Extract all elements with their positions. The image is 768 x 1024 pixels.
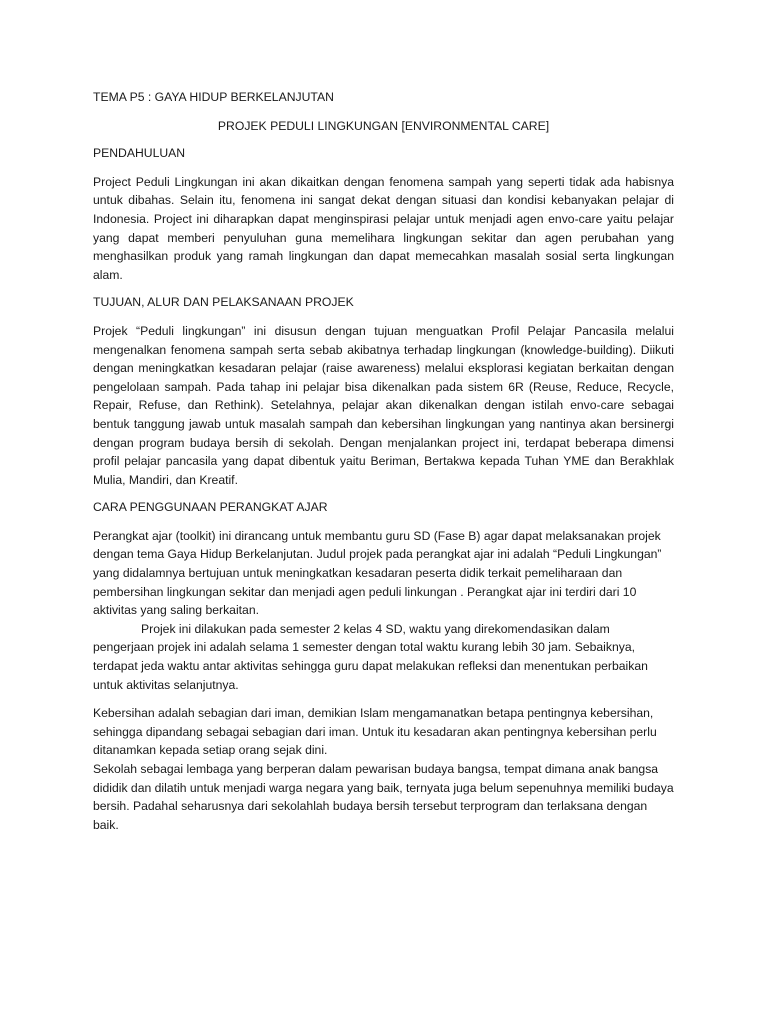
document-title: PROJEK PEDULI LINGKUNGAN [ENVIRONMENTAL CARE] xyxy=(217,118,550,133)
paragraph-sekolah: Sekolah sebagai lembaga yang berperan dalam pewarisan budaya bangsa, tempat dimana anak bangsa dididik dan dilatih untuk menjadi warga negara yang baik, ternyata juga belum sepenuhnya memiliki budaya bersih. Padahal seharusnya dari sekolahlah budaya bersih tersebut terprogram dan terlaksana dengan baik. xyxy=(93,762,674,832)
paragraph-cara-penggunaan-2: Projek ini dilakukan pada semester 2 kelas 4 SD, waktu yang direkomendasikan dalam pengerjaan projek ini adalah selama 1 semester dengan total waktu kurang lebih 30 jam. Sebaiknya, terdapat jeda waktu antar aktivitas sehingga guru dapat melakukan refleksi dan menentukan perbaikan untuk aktivitas selanjutnya. xyxy=(93,621,648,692)
section-heading-cara-penggunaan: CARA PENGGUNAAN PERANGKAT AJAR xyxy=(93,500,328,515)
theme-line: TEMA P5 : GAYA HIDUP BERKELANJUTAN xyxy=(93,90,334,104)
paragraph-tujuan: Projek “Peduli lingkungan” ini disusun dengan tujuan menguatkan Profil Pelajar Pancasila melalui mengenalkan fenomena sampah serta sebab akibatnya terhadap lingkungan (knowledge-building). Diikuti dengan meningkatkan kesadaran pelajar (raise awareness) melalui eksplorasi kegiatan berkaitan dengan pengelolaan sampah. Pada tahap ini pelajar bisa dikenalkan pada sistem 6R (Reuse, Reduce, Recycle, Repair, Refuse, dan Rethink). Setelahnya, pelajar akan dikenalkan dengan istilah envo-care sebagai bentuk tanggung jawab untuk masalah sampah dan kebersihan lingkungan yang nantinya akan bersinergi dengan program budaya bersih di sekolah. Dengan menjalankan project ini, terdapat beberapa dimensi profil pelajar pancasila yang dapat dibentuk yaitu Beriman, Bertakwa kepada Tuhan YME dan Berakhlak Mulia, Mandiri, dan Kreatif. xyxy=(93,323,674,487)
section-heading-pendahuluan: PENDAHULUAN xyxy=(93,146,186,161)
section-heading-tujuan: TUJUAN, ALUR DAN PELAKSANAAN PROJEK xyxy=(93,295,354,310)
paragraph-pendahuluan: Project Peduli Lingkungan ini akan dikaitkan dengan fenomena sampah yang seperti tidak ada habisnya untuk dibahas. Selain itu, fenomena ini sangat dekat dengan situasi dan kondisi kebanyakan pelajar di Indonesia. Project ini diharapkan dapat menginspirasi pelajar untuk menjadi agen envo-care yaitu pelajar yang dapat memberi penyuluhan guna memelihara lingkungan sekitar dan agen perubahan yang menghasilkan produk yang ramah lingkungan dan dapat memecahkan masalah sosial serta lingkungan alam. xyxy=(93,174,674,282)
paragraph-cara-penggunaan-1: Perangkat ajar (toolkit) ini dirancang untuk membantu guru SD (Fase B) agar dapat melaksanakan projek dengan tema Gaya Hidup Berkelanjutan. Judul projek pada perangkat ajar ini adalah “Peduli Lingkungan” yang didalamnya bertujuan untuk meningkatkan kesadaran peserta didik terkait pemeliharaan dan pembersihan lingkungan sekitar dan menjadi agen peduli linkungan . Perangkat ajar ini terdiri dari 10 aktivitas yang saling berkaitan. xyxy=(93,528,662,618)
paragraph-kebersihan: Kebersihan adalah sebagian dari iman, demikian Islam mengamanatkan betapa pentingnya kebersihan, sehingga dipandang sebagai sebagian dari iman. Untuk itu kesadaran akan pentingnya kebersihan perlu ditanamkan kepada setiap orang sejak dini. xyxy=(93,706,657,758)
